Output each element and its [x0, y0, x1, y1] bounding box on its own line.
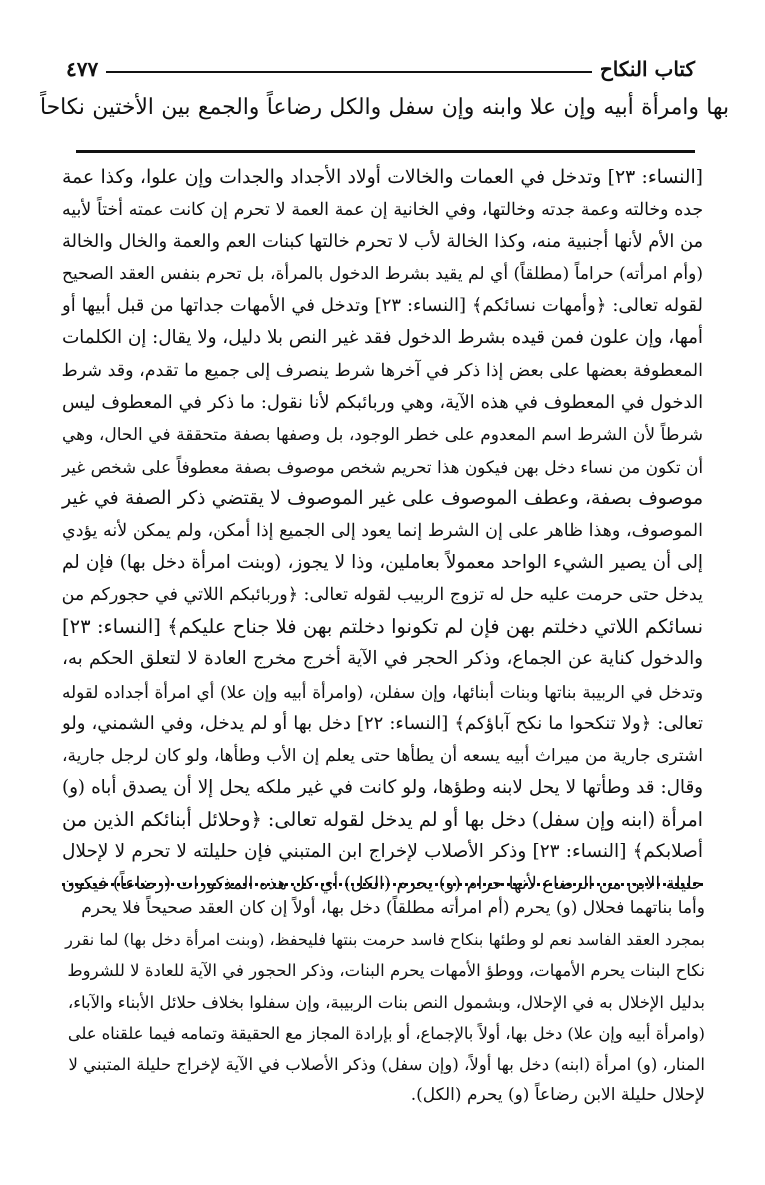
main-text: بها وامرأة أبيه وإن علا وابنه وإن سفل والكل رضاعاً والجمع بين الأختين نكاحاً	[40, 95, 729, 120]
footnote-line: وأما بناتهما فحلال (و) يحرم (أم امرأته مطلقاً) دخل بها، أولاً إن كان العقد صحيحاً فلا يحرم	[81, 898, 705, 918]
commentary-line: أن تكون من نساء دخل بهن فيكون هذا تحريم شخص موصوف بصفة معطوفاً على شخص غير	[62, 456, 703, 477]
commentary-line: (وأم امرأته) حراماً (مطلقاً) أي لم يقيد بشرط الدخول بالمرأة، بل تحرم بنفس العقد الصحيح	[62, 264, 703, 285]
commentary-line: تعالى: ﴿ولا تنكحوا ما نكح آباؤكم﴾ [النساء: ٢٢] دخل بها أو لم يدخل، وفي الشمني، ولو	[62, 712, 704, 734]
footnote-line: بمجرد العقد الفاسد نعم لو وطئها بنكاح فاسد حرمت بنتها فليحفظ، (وبنت امرأة دخل بها) لما نقرر	[65, 930, 705, 950]
footnote-line: لإحلال حليلة الابن رضاعاً (و) يحرم (الكل).	[410, 1085, 705, 1106]
footnote-line: بدليل الإخلال به في الإحلال، وبشمول النص بنات الربيبة، وإن سفلوا بخلاف حلائل الأبناء والآباء،	[67, 992, 705, 1012]
commentary-line: يدخل حتى حرمت عليه حل له تزوج الربيب لقوله تعالى: ﴿وربائبكم اللاتي في حجوركم من	[61, 585, 703, 606]
commentary-line: نسائكم اللاتي دخلتم بهن فإن لم تكونوا دخلتم بهن فلا جناح عليكم﴾ [النساء: ٢٣]	[62, 615, 703, 639]
commentary-line: اشترى جارية من ميراث أبيه يسعه أن يطأها حتى يعلم إن الأب وطأها، ولو كان لرجل جارية،	[62, 745, 703, 766]
header-rule	[106, 71, 592, 73]
commentary-line: أمها، وإن علون فمن قيده بشرط الدخول فقد غير النص بلا دليل، ولا يقال: إن الكلمات	[62, 327, 703, 349]
commentary	[62, 162, 703, 900]
commentary-line: المعطوفة بعضها على بعض إذا ذكر في آخرها شرط ينصرف إلى جميع ما تقدم، وقد شرط	[61, 360, 703, 381]
commentary-line: أصلابكم﴾ [النساء: ٢٣] وذكر الأصلاب لإخراج ابن المتبني فإن حليلته لا تحرم لا لإحلال	[62, 840, 703, 862]
footnote-line: (وامرأة أبيه وإن علا) دخل بها، أولاً بالإجماع، أو بإرادة المجاز مع الحقيقة وتمامه فيما علقناه على	[67, 1023, 705, 1043]
commentary-line: لقوله تعالى: ﴿وأمهات نسائكم﴾ [النساء: ٢٣] وتدخل في الأمهات جداتها من قبل أبيها أو	[62, 295, 703, 317]
commentary-line: موصوف بصفة، وعطف الموصوف على غير الموصوف لا يقتضي ذكر الصفة في غير	[62, 487, 703, 509]
footnote-line: نكاح البنات يحرم الأمهات، ووطؤ الأمهات يحرم البنات، وذكر الحجور في الآية للعادة لا للشروط	[67, 961, 705, 981]
commentary-line: إلى أن يصير الشيء الواحد معمولاً بعاملين، وذا لا يجوز، (وبنت امرأة دخل بها) فإن لم	[62, 552, 703, 574]
commentary-line: وتدخل في الربيبة بناتها وبنات أبنائها، وإن سفلن، (وامرأة أبيه وإن علا) أي امرأة أجداده لقوله	[62, 681, 703, 702]
commentary-line: شرطاً لأن الشرط اسم المعدوم على خطر الوجود، بل وصفها بصفة متحققة في الحال، وهي	[62, 424, 703, 445]
commentary-line: والدخول كناية عن الجماع، وذكر الحجر في الآية أخرج مخرج العادة لا لتعلق الحكم به،	[62, 648, 703, 670]
page-number: ٤٧٧	[66, 57, 99, 81]
commentary-line: وقال: قد وطأتها لا يحل لابنه وطؤها، ولو كانت في غير ملكه يحل إلا أن يصدق أباه (و)	[62, 776, 703, 798]
commentary-line: الموصوف، وهذا ظاهر على إن الشرط إنما يعود إلى الجميع إذا أمكن، ولم يمكن لأنه يؤدي	[62, 521, 703, 542]
footnote-divider	[62, 883, 703, 886]
commentary-line: من الأم لأنها أجنبية منه، وكذا الخالة لأب لا تحرم خالتها كبنات العم والعمة والخال والخالة	[62, 232, 703, 253]
commentary-line: حليلة الابن من الرضاع لأنها حرام (و) يحرم (الكل) أي كل هذه المذكورات (رضاعاً) فيكون	[62, 874, 703, 895]
commentary-line: جده وخالته وعمة جدته وخالتها، وفي الخانية إن عمة العمة لا تحرم إن كانت عمته أختاً لأبيه	[62, 200, 703, 221]
section-divider	[76, 150, 695, 153]
commentary-line: امرأة (ابنه وإن سفل) دخل بها أو لم يدخل لقوله تعالى: ﴿وحلائل أبنائكم الذين من	[62, 807, 703, 831]
commentary-line: الدخول في المعطوف في هذه الآية، وهي وربائبكم لأنا نقول: ما ذكر في المعطوف ليس	[62, 392, 703, 413]
commentary-line: [النساء: ٢٣] وتدخل في العمات والخالات أولاد الأجداد والجدات وإن علوا، وكذا عمة	[62, 167, 703, 188]
footnote-line: المنار، (و) امرأة (ابنه) دخل بها أولاً، (وإن سفل) وذكر الأصلاب في الآية لإخراج حليلة المتبني لا	[68, 1055, 705, 1075]
page-header	[66, 52, 695, 86]
chapter-title: كتاب النكاح	[599, 57, 695, 81]
footnote	[60, 893, 705, 1111]
